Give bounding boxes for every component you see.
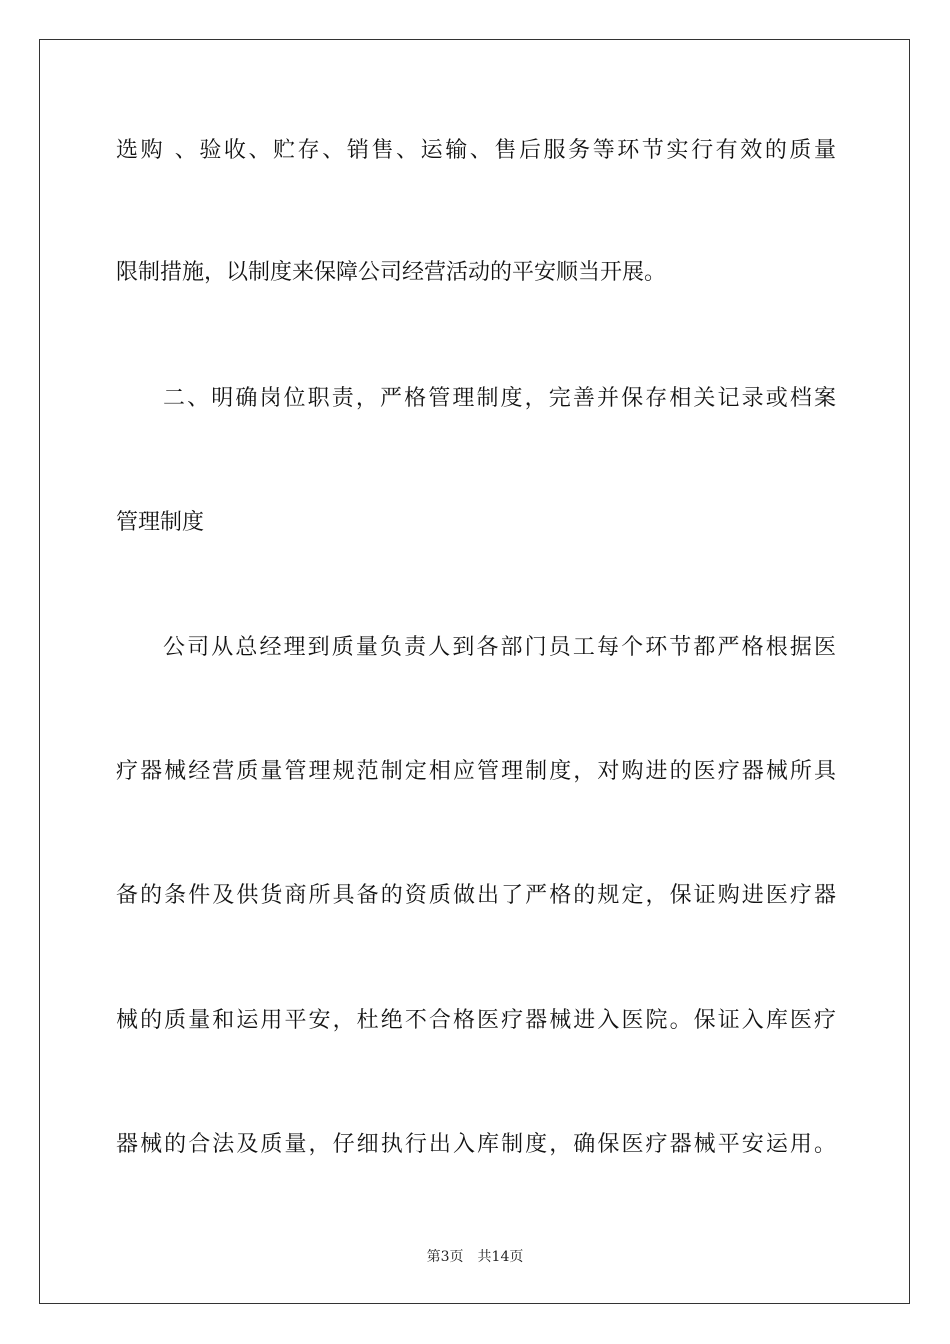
paragraph-line: 限制措施，以制度来保障公司经营活动的平安顺当开展。: [116, 260, 667, 285]
paragraph-line: 备的条件及供货商所具备的资质做出了严格的规定，保证购进医疗器: [116, 883, 836, 908]
page-number: 第3页: [426, 1249, 464, 1265]
page-total: 共14页: [477, 1249, 524, 1265]
section-heading-line: 二、明确岗位职责，严格管理制度，完善并保存相关记录或档案: [163, 386, 836, 411]
paragraph-line: 公司从总经理到质量负责人到各部门员工每个环节都严格根据医: [163, 635, 836, 660]
paragraph-line: 器械的合法及质量，仔细执行出入库制度，确保医疗器械平安运用。: [116, 1132, 836, 1157]
page-footer: [0, 1248, 950, 1266]
paragraph-line: 械的质量和运用平安，杜绝不合格医疗器械进入医院。保证入库医疗: [116, 1008, 836, 1033]
paragraph-line: 选购 、验收、贮存、销售、运输、售后服务等环节实行有效的质量: [116, 138, 836, 163]
page-border: [39, 39, 910, 1304]
section-heading-line: 管理制度: [116, 510, 205, 535]
paragraph-line: 疗器械经营质量管理规范制定相应管理制度，对购进的医疗器械所具: [116, 759, 836, 784]
